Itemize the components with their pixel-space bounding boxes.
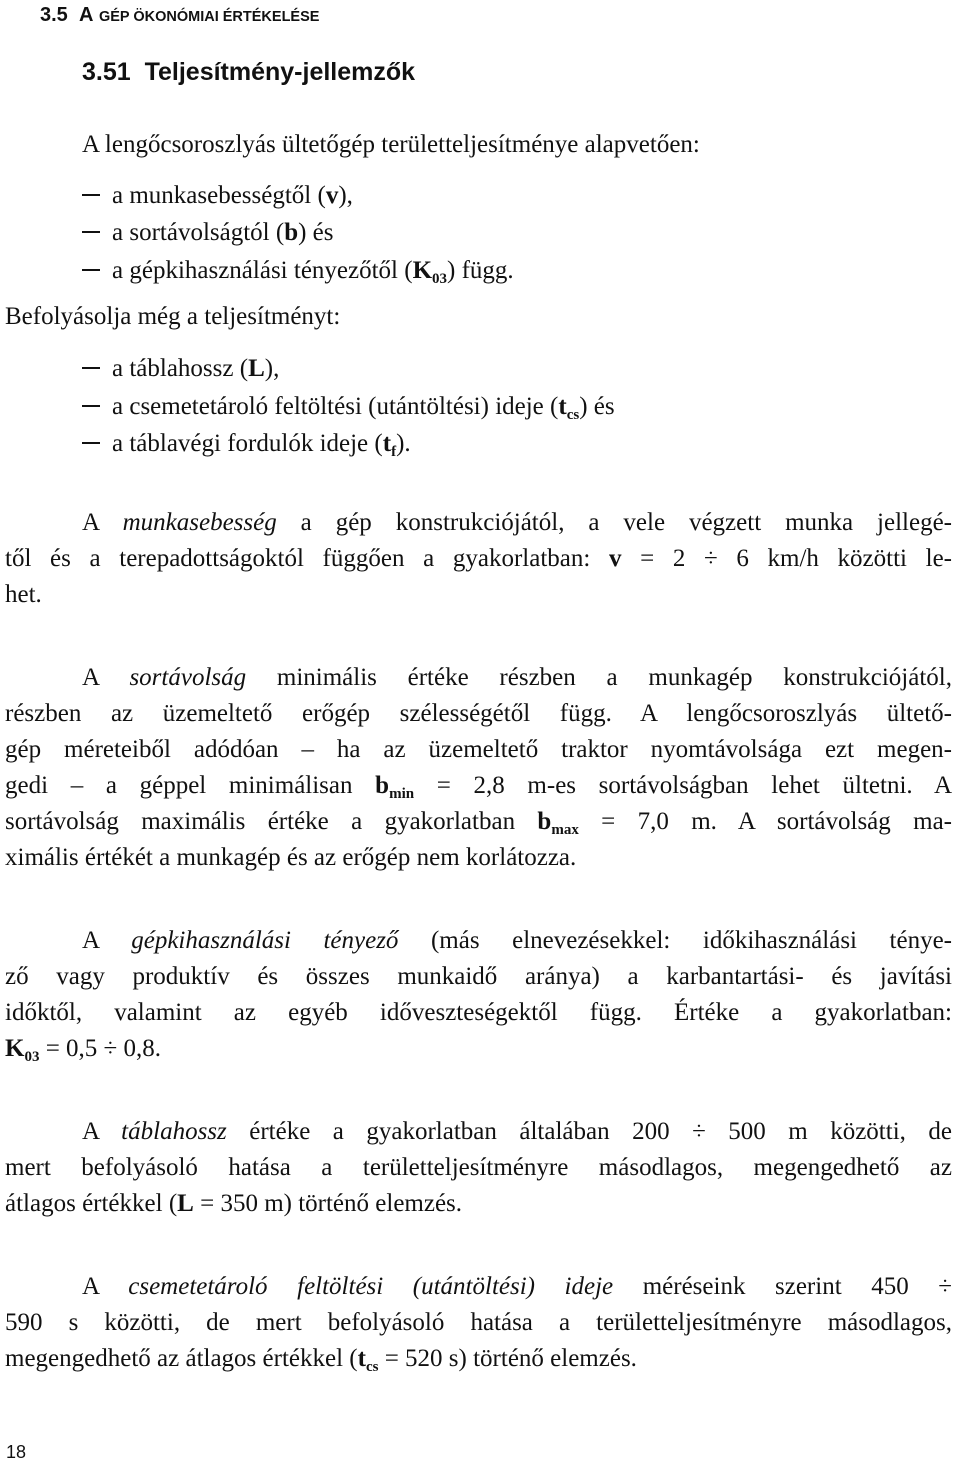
- paragraph-line: A táblahossz értéke a gyakorlatban általában 200 ÷ 500 m közötti, de: [82, 1118, 952, 1145]
- paragraph-line: sortávolság maximális értéke a gyakorlatban $b_{max} = 7,0$ m. A sortávolság ma-: [5, 808, 952, 838]
- list-item: a munkasebességtől (v),: [82, 179, 353, 213]
- dash-bullet: [82, 367, 100, 369]
- list-item: a gépkihasználási tényezőtől $(K_{03})$ függ.: [82, 254, 514, 288]
- paragraph-line: A gépkihasználási tényező (más elnevezésekkel: időkihasználási ténye-: [82, 927, 952, 954]
- list-item: a táblavégi fordulók ideje $(t_f)$.: [82, 427, 411, 461]
- list-item: a sortávolságtól (b) és: [82, 216, 334, 250]
- paragraph-line: megengedhető az átlagos értékkel ($t_{cs} = 520$ s) történő elemzés.: [5, 1345, 637, 1375]
- paragraph-line: gép méreteiből adódóan – ha az üzemeltető traktor nyomtávolsága ezt megen-: [5, 736, 952, 763]
- section-title-rest: GÉP ÖKONÓMIAI ÉRTÉKELÉSE: [98, 9, 320, 25]
- paragraph-line: A sortávolság minimális értéke részben a munkagép konstrukciójától,: [82, 664, 952, 691]
- paragraph-line: időktől, valamint az egyéb időveszteségektől függ. Értéke a gyakorlatban:: [5, 999, 952, 1026]
- dash-bullet: [82, 194, 100, 196]
- dash-bullet: [82, 231, 100, 233]
- section-title-initial: A: [78, 4, 94, 26]
- subsection-number: 3.51: [82, 58, 131, 86]
- paragraph-line: $K_{03} = 0,5 \div 0,8$.: [5, 1035, 162, 1065]
- list-item: a táblahossz (L),: [82, 352, 279, 386]
- paragraph-line: A munkasebesség a gép konstrukciójától, a vele végzett munka jellegé-: [82, 509, 952, 536]
- dash-bullet: [82, 269, 100, 271]
- paragraph-line: ximális értékét a munkagép és az erőgép nem korlátozza.: [5, 844, 577, 871]
- dash-bullet: [82, 442, 100, 444]
- paragraph-line: het.: [5, 581, 42, 608]
- paragraph-line: 590 s közötti, de mert befolyásoló hatása a területteljesítményre másodlagos,: [5, 1309, 952, 1336]
- intro-text-2: Befolyásolja még a teljesítményt:: [5, 303, 341, 330]
- paragraph-line: átlagos értékkel (L = 350 m) történő elemzés.: [5, 1190, 463, 1217]
- page-number: 18: [6, 1442, 27, 1462]
- paragraph-line: gedi – a géppel minimálisan $b_{min} = 2,8$ m-es sortávolságban lehet ültetni. A: [5, 772, 953, 802]
- paragraph-line: A csemetetároló feltöltési (utántöltési) ideje méréseink szerint 450 ÷: [82, 1273, 952, 1300]
- paragraph-line: mert befolyásoló hatása a területteljesítményre másodlagos, megengedhető az: [5, 1154, 952, 1181]
- intro-text: A lengőcsoroszlyás ültetőgép területteljesítménye alapvetően:: [82, 131, 700, 158]
- paragraph-line: től és a terepadottságoktól függően a gyakorlatban: v = 2 ÷ 6 km/h közötti le-: [5, 545, 952, 572]
- paragraph-line: ző vagy produktív és összes munkaidő aránya) a karbantartási- és javítási: [5, 963, 952, 990]
- list-item: a csemetetároló feltöltési (utántöltési) ideje $(t_{cs})$ és: [82, 390, 615, 424]
- section-number: 3.5: [40, 4, 68, 26]
- subsection-heading: [82, 58, 415, 87]
- dash-bullet: [82, 405, 100, 407]
- subsection-title: Teljesítmény-jellemzők: [144, 58, 416, 86]
- section-heading: [40, 4, 319, 27]
- paragraph-line: részben az üzemeltető erőgép szélességétől függ. A lengőcsoroszlyás ültető-: [5, 700, 952, 727]
